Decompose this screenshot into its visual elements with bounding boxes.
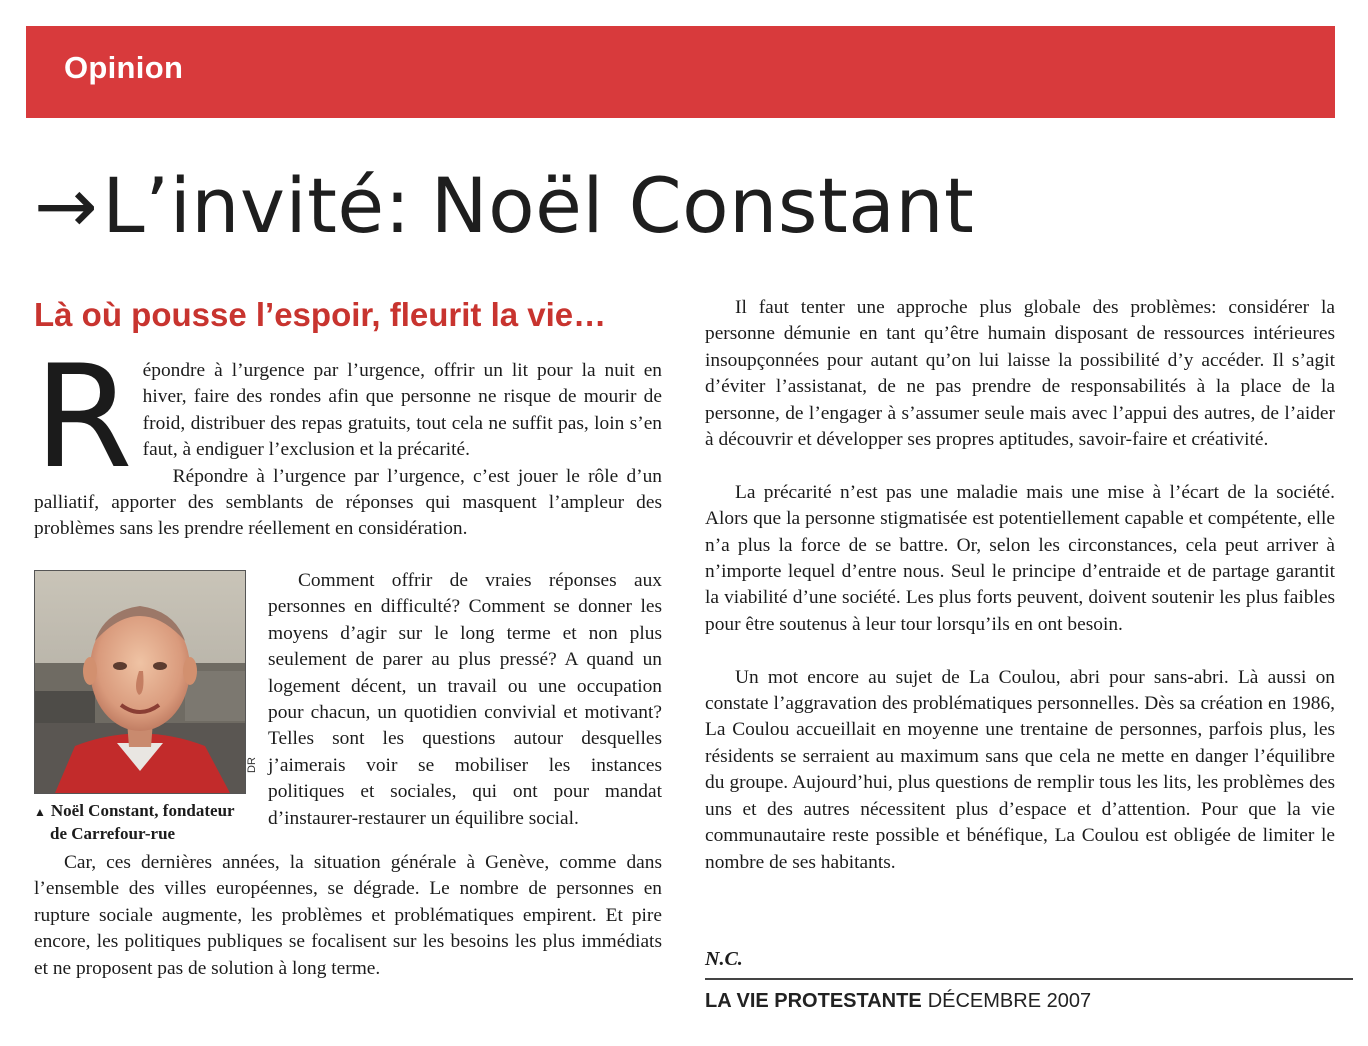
headline-colon: : bbox=[384, 161, 411, 250]
dropcap: R bbox=[34, 335, 133, 500]
arrow-right-icon: → bbox=[34, 161, 99, 250]
paragraph-4: Car, ces dernières années, la situation générale à Genève, comme dans l’ensemble des villes européennes, se dégrade. Le nombre de personnes en rupture sociale augmente, les problèmes et problématiques empirent. Et pire encore, les politiques publiques se focalisent sur les besoins les plus immédiats et ne proposent pas de solution à long terme. bbox=[34, 852, 662, 979]
article-left-bottom bbox=[34, 850, 662, 982]
article-intro bbox=[34, 335, 662, 543]
section-label: Opinion bbox=[64, 50, 184, 85]
publication-date: DÉCEMBRE 2007 bbox=[927, 990, 1092, 1012]
paragraph-1: épondre à l’urgence par l’urgence, offrir un lit pour la nuit en hiver, faire des rondes afin que personne ne risque de mourir de froid, distribuer des repas gratuits, tout cela ne suffit pas, loin s’en faut, à endiguer l’exclusion et la précarité. bbox=[142, 360, 662, 461]
photo-caption bbox=[34, 800, 264, 844]
headline-name: Noël Constant bbox=[430, 161, 975, 250]
publication-name: LA VIE PROTESTANTE bbox=[705, 990, 922, 1012]
paragraph-2: Répondre à l’urgence par l’urgence, c’est jouer le rôle d’un palliatif, apporter des semblants de réponses qui masquent l’ampleur des problèmes sans les prendre réellement en considération. bbox=[34, 465, 662, 540]
paragraph-7: Un mot encore au sujet de La Coulou, abri pour sans-abri. Là aussi on constate l’aggravation des problématiques personnelles. Dès sa création en 1986, La Coulou accueillait en moyenne une trentaine de personnes, parfois plus, les résidents se serraient au maximum sans que cela ne mette en danger l’équilibre du groupe. Aujourd’hui, plus questions de remplir tous les lits, les problèmes des uns et des autres nécessitent plus d’espace et d’attention. Pour que la vie communautaire reste possible et bénéfique, La Coulou est obligée de limiter le nombre de ses habitants. bbox=[705, 666, 1335, 873]
triangle-up-icon: ▲ bbox=[34, 805, 46, 819]
section-banner bbox=[26, 26, 1335, 118]
headline bbox=[34, 161, 975, 250]
paragraph-3: Comment offrir de vraies réponses aux personnes en difficulté? Comment se donner les moyens d’agir sur le long terme et non plus seulement de parer au plus pressé? A quand un logement décent, un travail ou une occupation pour chacun, un quotidien convivial et motivant? Telles sont les questions autour desquelles j’aimerais voir se mobiliser les instances politiques et sociales, qui ont pour mandat d’instaurer-restaurer un équilibre social. bbox=[268, 570, 662, 829]
page-footer bbox=[705, 990, 1091, 1013]
caption-line-1: Noël Constant, fondateur bbox=[50, 801, 235, 820]
author-signature: N.C. bbox=[705, 948, 743, 970]
article-subtitle: Là où pousse l’espoir, fleurit la vie… bbox=[34, 296, 607, 333]
paragraph-6: La précarité n’est pas une maladie mais une mise à l’écart de la société. Alors que la personne stigmatisée est potentiellement capable et compétente, elle n’a plus la force de se battre. Or, selon les circonstances, cela peut arriver à n’importe lequel d’entre nous. Seul le principe d’entraide et de partage garantit la viabilité d’une société. Les plus forts peuvent, doivent soutenir les plus faibles pour être soutenus à leur tour lorsqu’ils en ont besoin. bbox=[705, 481, 1335, 635]
paragraph-5: Il faut tenter une approche plus globale des problèmes: considérer la personne démunie en tant qu’être humain disposant de ressources intérieures insoupçonnées pour autant qu’on lui laisse la possibilité d’y accéder. Il s’agit d’éviter l’assistanat, de ne pas prendre de responsabilités à la place de la personne, de l’engager à s’assumer seule mais avec l’appui des autres, de l’aider à découvrir et développer ses propres aptitudes, savoir-faire et créativité. bbox=[705, 297, 1335, 451]
caption-line-2: de Carrefour-rue bbox=[50, 824, 176, 843]
portrait-photo bbox=[34, 570, 246, 794]
footer-divider bbox=[705, 978, 1353, 980]
article-middle bbox=[268, 568, 662, 832]
article-right-column bbox=[705, 295, 1335, 876]
headline-prefix: L’invité bbox=[102, 161, 385, 250]
photo-credit: DR bbox=[246, 757, 258, 773]
